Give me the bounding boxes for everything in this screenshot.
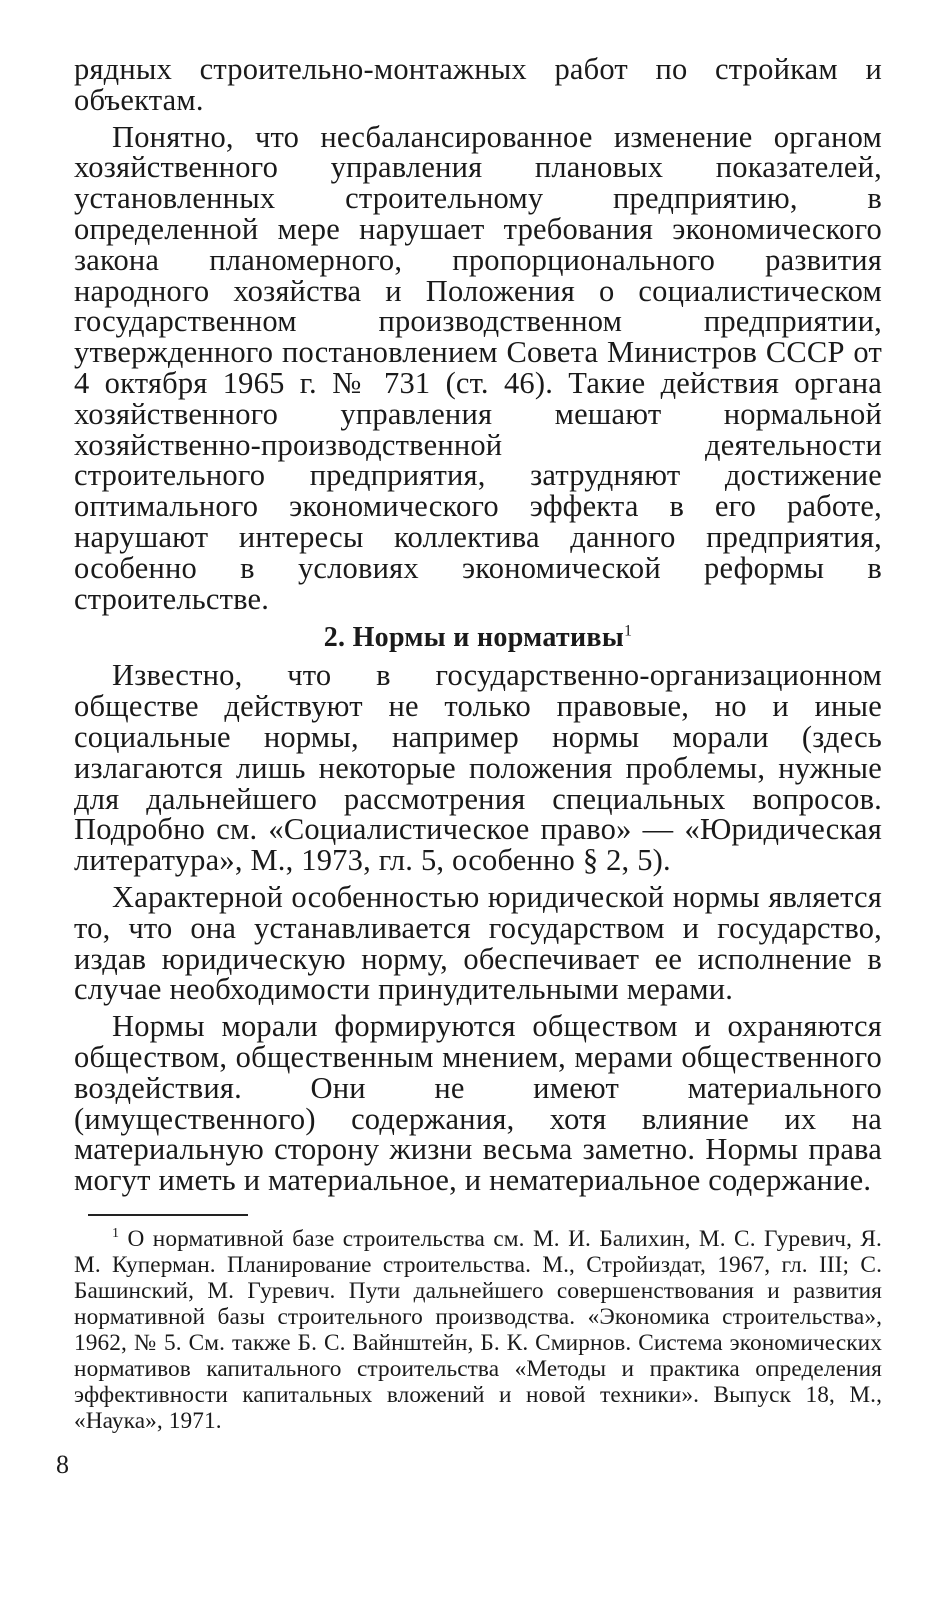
footnote-divider	[88, 1214, 248, 1216]
footnote	[74, 1226, 882, 1434]
section-title: 2. Нормы и нормативы	[323, 622, 624, 654]
paragraph-moral-norms: Нормы морали формируются обществом и охраняются обществом, общественным мнением, мерами общественного воздействия. Они не имеют материального (имущественного) содержания, хотя влияние их на материальную сторону жизни весьма заметно. Нормы права могут иметь и материальное, и нематериальное содержание.	[74, 1009, 882, 1198]
footnote-text: О нормативной базе строительства см. М. И. Балихин, М. С. Гуревич, Я. М. Куперман. Планирование строительства. М., Стройиздат, 1967, гл. III; С. Башинский, М. Гуревич. Пути дальнейшего совершенствования и развития нормативной базы строительного производства. «Экономика строительства», 1962, № 5. См. также Б. С. Вайнштейн, Б. К. Смирнов. Система экономических нормативов капитального строительства «Методы и практика определения эффективности капитальных вложений и новой техники». Выпуск 18, М., «Наука», 1971.	[74, 1225, 882, 1434]
paragraph-continuation: рядных строительно-монтажных работ по стройкам и объектам.	[74, 52, 882, 117]
page-body	[74, 54, 882, 1434]
paragraph-legal-norm: Характерной особенностью юридической нормы является то, что она устанавливается государством и государство, издав юридическую норму, обеспечивает ее исполнение в случае необходимости принудительными мерами.	[74, 879, 882, 1007]
section-heading	[74, 622, 882, 654]
footnote-mark: 1	[112, 1226, 120, 1242]
paragraph-unbalanced-change: Понятно, что несбалансированное изменение органом хозяйственного управления плановых показателей, установленных строительному предприятию, в определенной мере нарушает требования экономического закона планомерного, пропорционального развития народного хозяйства и Положения о социалистическом государственном производственном предприятии, утвержденного постановлением Совета Министров СССР от 4 октября 1965 г. № 731 (ст. 46). Такие действия органа хозяйственного управления мешают нормальной хозяйственно-производственной деятельности строительного предприятия, затрудняют достижение оптимального экономического эффекта в его работе, нарушают интересы коллектива данного предприятия, особенно в условиях экономической реформы в строительстве.	[74, 119, 882, 616]
paragraph-social-norms: Известно, что в государственно-организационном обществе действуют не только правовые, но и иные социальные нормы, например нормы морали (здесь излагаются лишь некоторые положения проблемы, нужные для дальнейшего рассмотрения специальных вопросов. Подробно см. «Социалистическое право» — «Юридическая литература», М., 1973, гл. 5, особенно § 2, 5).	[74, 658, 882, 878]
footnote-reference: 1	[624, 623, 633, 641]
page-number: 8	[56, 1450, 69, 1479]
